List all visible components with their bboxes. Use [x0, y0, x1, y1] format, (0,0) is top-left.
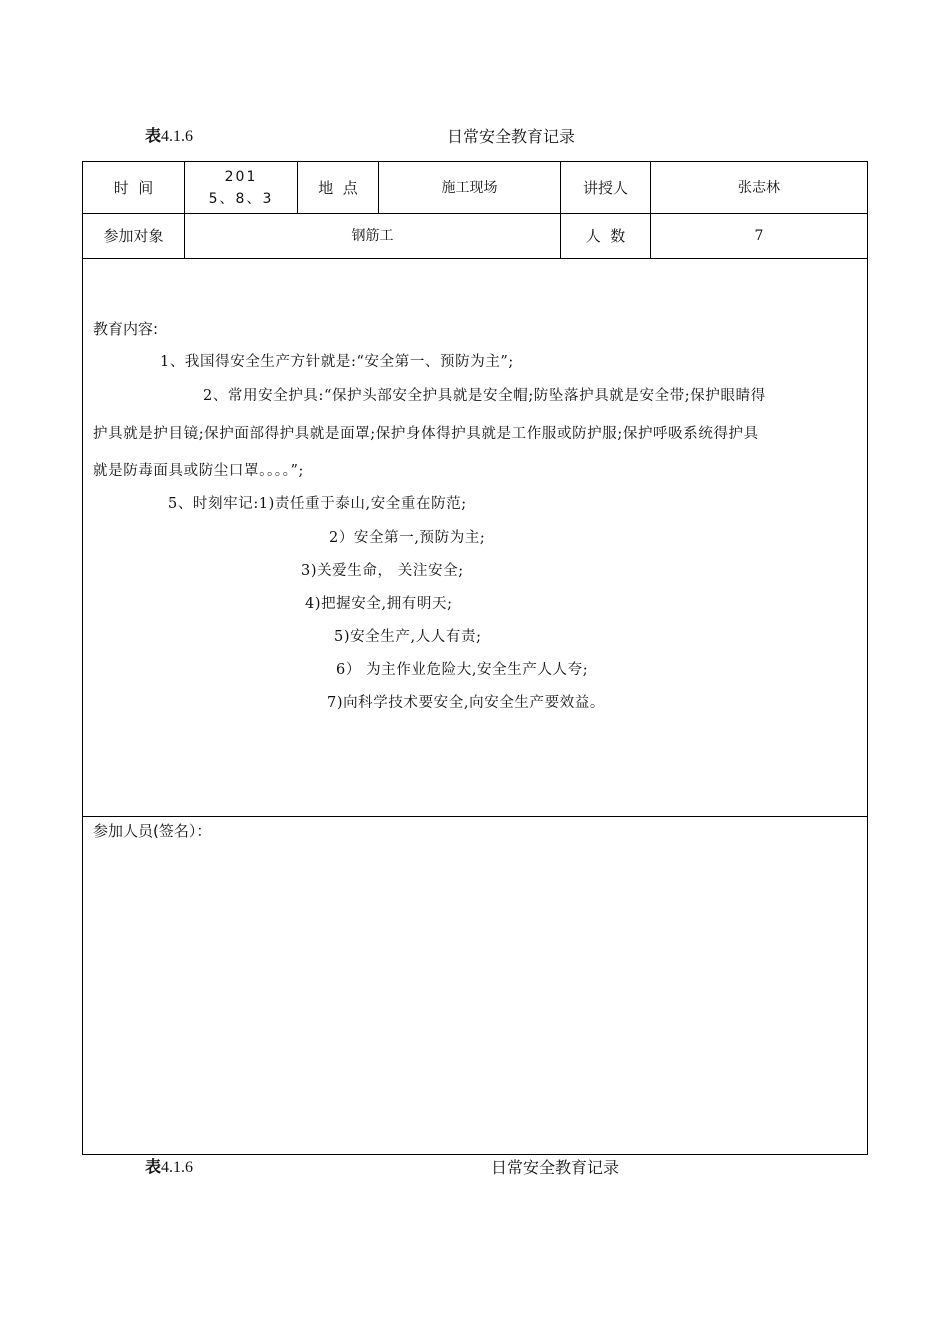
table-number-prefix: 表	[145, 128, 162, 145]
footer-table-number-prefix: 表	[145, 1159, 162, 1176]
content-sub-5: 5)安全生产,人人有责;	[334, 629, 482, 645]
lecturer-value-text: 张志林	[738, 179, 780, 196]
content-item-1: 1、我国得安全生产方针就是:“安全第一、预防为主”;	[160, 354, 514, 370]
row-divider	[82, 816, 868, 817]
footer-table-number	[145, 1158, 193, 1178]
record-form	[82, 161, 868, 1155]
content-sub-4: 4)把握安全,拥有明天;	[305, 596, 453, 612]
participants-label-text: 参加对象	[103, 227, 164, 245]
time-label-text: 时 间	[113, 178, 154, 197]
place-label	[298, 162, 378, 213]
date-line-1: 201	[224, 168, 258, 185]
content-item-5: 5、时刻牢记:1)责任重于泰山,安全重在防范;	[168, 496, 467, 512]
place-value-text: 施工现场	[441, 179, 498, 196]
count-label	[561, 214, 650, 258]
lecturer-value	[651, 162, 867, 213]
content-sub-6: 6） 为主作业危险大,安全生产人人夸;	[336, 662, 589, 678]
lecturer-label-text: 讲授人	[582, 178, 628, 197]
footer-table-number-value: 4.1.6	[161, 1159, 194, 1176]
date-value	[185, 162, 297, 213]
participants-value-text: 钢筋工	[351, 228, 394, 244]
footer-title: 日常安全教育记录	[491, 1158, 620, 1177]
participants-label	[83, 214, 184, 258]
content-label: 教育内容:	[93, 320, 159, 338]
count-value-text: 7	[754, 228, 764, 244]
time-label	[83, 162, 184, 213]
content-item-2-line-3: 就是防毒面具或防尘口罩。。。。”;	[93, 463, 304, 479]
participants-value	[185, 214, 560, 258]
count-label-text: 人 数	[585, 227, 626, 245]
table-number	[145, 127, 193, 147]
document-title: 日常安全教育记录	[447, 127, 576, 146]
content-sub-7: 7)向科学技术要安全,向安全生产要效益。	[327, 695, 605, 711]
date-line-2: 5、8、3	[208, 190, 274, 207]
count-value	[651, 214, 867, 258]
content-item-2-line-1: 2、常用安全护具:“保护头部安全护具就是安全帽;防坠落护具就是安全带;保护眼睛得	[203, 388, 766, 404]
row-divider	[82, 258, 868, 259]
content-sub-3: 3)关爱生命， 关注安全;	[301, 563, 464, 579]
place-value	[379, 162, 560, 213]
signatures-label: 参加人员(签名）：	[93, 822, 212, 840]
lecturer-label	[561, 162, 650, 213]
place-label-text: 地 点	[318, 178, 358, 197]
table-number-value: 4.1.6	[161, 128, 194, 145]
content-item-2-line-2: 护具就是护目镜;保护面部得护具就是面罩;保护身体得护具就是工作服或防护服;保护呼吸系统得护具	[93, 426, 759, 442]
content-sub-2: 2）安全第一,预防为主;	[329, 530, 486, 546]
